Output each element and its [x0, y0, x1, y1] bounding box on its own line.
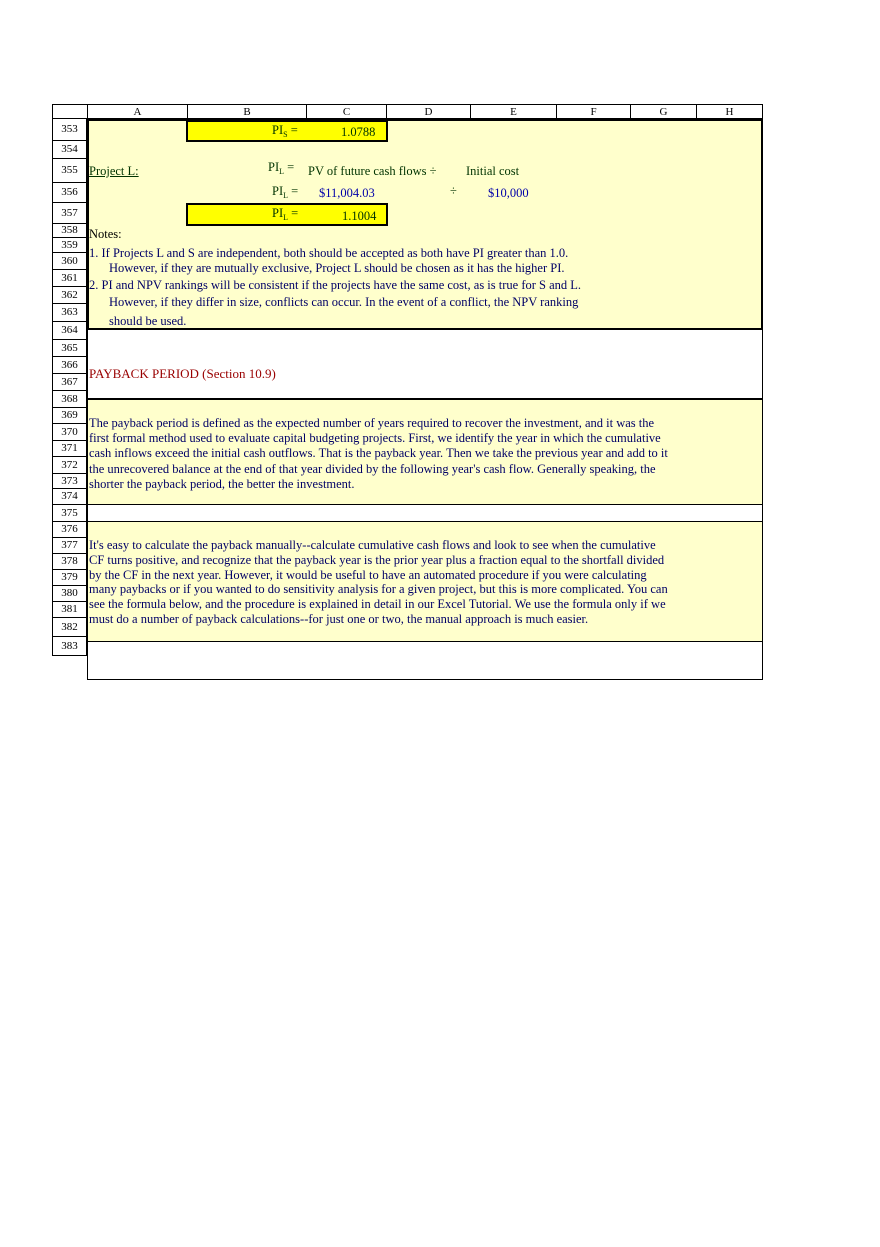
note-2: 2. PI and NPV rankings will be consistent if the projects have the same cost, as is true for S and L. [89, 278, 582, 292]
row-header-374[interactable]: 374 [52, 489, 87, 505]
column-header-c[interactable]: C [306, 104, 386, 119]
row-header-380[interactable]: 380 [52, 586, 87, 602]
column-header-a[interactable]: A [87, 104, 187, 119]
row-header-365[interactable]: 365 [52, 340, 87, 357]
blank-area-1 [87, 330, 763, 399]
row-header-370[interactable]: 370 [52, 424, 87, 441]
payback-manual-text: It's easy to calculate the payback manually--calculate cumulative cash flows and look to see when the cumulative CF turns positive, and recognize that the payback year is the prior year plus a fraction equal to the shortfall divided by the CF in the next year. However, it would be useful to have an automated procedure if you were calculating many paybacks or if you wanted to do sensitivity analysis for a given project, but this is more complicated. You can see the formula below, and the procedure is explained in detail in our Excel Tutorial. We use the formula only if we must do a number of payback calculations--for just one or two, the manual approach is much easier. [89, 538, 668, 626]
notes-title: Notes: [89, 227, 122, 241]
row-header-382[interactable]: 382 [52, 618, 87, 637]
row-header-366[interactable]: 366 [52, 357, 87, 374]
pi-l-cost-value[interactable]: $10,000 [488, 186, 529, 200]
pi-l-calc-label: $PI_L$ = [272, 184, 299, 200]
row-header-361[interactable]: 361 [52, 270, 87, 287]
row-header-363[interactable]: 363 [52, 304, 87, 322]
pi-s-value[interactable]: 1.0788 [341, 125, 376, 139]
row-header-372[interactable]: 372 [52, 457, 87, 474]
row-header-379[interactable]: 379 [52, 570, 87, 586]
pi-l-pv-value[interactable]: $11,004.03 [319, 186, 375, 200]
section-title: PAYBACK PERIOD (Section 10.9) [89, 366, 276, 381]
column-header-e[interactable]: E [470, 104, 556, 119]
pi-l-formula-numerator: PV of future cash flows ÷ [308, 164, 437, 178]
corner-cell[interactable] [52, 104, 87, 119]
column-header-h[interactable]: H [696, 104, 763, 119]
pi-l-formula-label: $PI_L$ = [268, 160, 295, 176]
blank-area-2 [87, 505, 763, 521]
blank-area-3 [87, 642, 763, 680]
note-2-end: should be used. [109, 314, 187, 328]
row-header-362[interactable]: 362 [52, 287, 87, 304]
row-header-368[interactable]: 368 [52, 391, 87, 408]
column-header-b[interactable]: B [187, 104, 306, 119]
column-header-f[interactable]: F [556, 104, 630, 119]
row-header-358[interactable]: 358 [52, 224, 87, 238]
row-header-353[interactable]: 353 [52, 119, 87, 141]
row-header-356[interactable]: 356 [52, 183, 87, 203]
note-2-cont: However, if they differ in size, conflicts can occur. In the event of a conflict, the NPV ranking [109, 295, 579, 309]
pi-l-result-value[interactable]: 1.1004 [342, 209, 377, 223]
note-1: 1. If Projects L and S are independent, both should be accepted as both have PI greater than 1.0. [89, 246, 569, 260]
row-header-376[interactable]: 376 [52, 522, 87, 538]
project-l-label: Project L: [89, 164, 139, 178]
row-header-354[interactable]: 354 [52, 141, 87, 159]
row-header-373[interactable]: 373 [52, 474, 87, 489]
row-header-359[interactable]: 359 [52, 238, 87, 253]
payback-definition-text: The payback period is defined as the expected number of years required to recover the investment, and it was the first formal method used to evaluate capital budgeting projects. First, we identify the year in which the cumulative cash inflows exceed the initial cash outflows. That is the payback year. Then we take the previous year and add to it the unrecovered balance at the end of that year divided by the following year's cash flow. Generally speaking, the shorter the payback period, the better the investment. [89, 416, 668, 491]
note-1-cont: However, if they are mutually exclusive, Project L should be chosen as it has the higher PI. [109, 261, 565, 275]
pi-s-label: $PI_S$ = [272, 123, 298, 139]
row-header-381[interactable]: 381 [52, 602, 87, 618]
column-header-d[interactable]: D [386, 104, 470, 119]
column-header-g[interactable]: G [630, 104, 696, 119]
row-header-360[interactable]: 360 [52, 253, 87, 270]
row-header-355[interactable]: 355 [52, 159, 87, 183]
division-sign: ÷ [450, 184, 457, 198]
row-header-371[interactable]: 371 [52, 441, 87, 457]
row-header-364[interactable]: 364 [52, 322, 87, 340]
row-header-383[interactable]: 383 [52, 637, 87, 656]
row-header-375[interactable]: 375 [52, 505, 87, 522]
row-header-357[interactable]: 357 [52, 203, 87, 224]
pi-l-result-label: $PI_L$ = [272, 206, 299, 222]
spreadsheet [52, 104, 763, 680]
row-header-378[interactable]: 378 [52, 554, 87, 570]
row-header-367[interactable]: 367 [52, 374, 87, 391]
pi-l-formula-denominator: Initial cost [466, 164, 520, 178]
row-header-369[interactable]: 369 [52, 408, 87, 424]
row-header-377[interactable]: 377 [52, 538, 87, 554]
